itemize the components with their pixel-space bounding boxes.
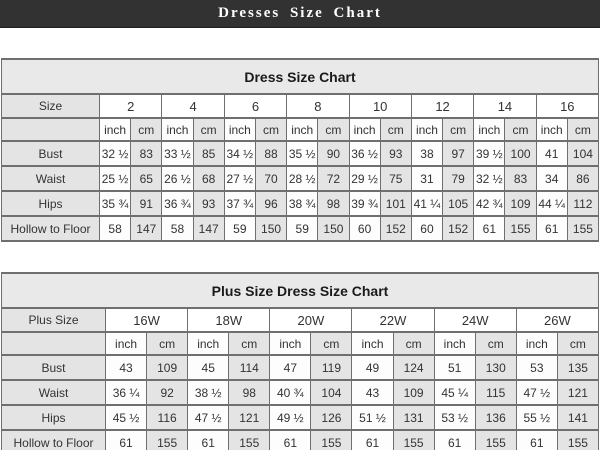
value-cell-inch: 44 ¼ bbox=[536, 191, 567, 216]
row-label: Hollow to Floor bbox=[2, 216, 100, 241]
value-cell-cm: 105 bbox=[443, 191, 474, 216]
value-cell-inch: 53 bbox=[516, 355, 557, 380]
value-cell-inch: 38 ¾ bbox=[287, 191, 318, 216]
plus-size-dress-size-chart-table bbox=[1, 272, 599, 450]
value-cell-inch: 55 ½ bbox=[516, 405, 557, 430]
value-cell-cm: 114 bbox=[229, 355, 270, 380]
value-cell-cm: 83 bbox=[505, 166, 536, 191]
unit-cell-inch: inch bbox=[162, 118, 193, 141]
value-cell-cm: 79 bbox=[443, 166, 474, 191]
unit-cell-inch: inch bbox=[100, 118, 131, 141]
value-cell-cm: 131 bbox=[393, 405, 434, 430]
row-label: Waist bbox=[2, 166, 100, 191]
size-cell: 24W bbox=[434, 308, 516, 332]
value-cell-inch: 61 bbox=[434, 430, 475, 450]
row-label: Bust bbox=[2, 355, 106, 380]
value-cell-inch: 38 bbox=[411, 141, 442, 166]
value-cell-cm: 88 bbox=[255, 141, 286, 166]
value-cell-inch: 47 ½ bbox=[188, 405, 229, 430]
value-cell-cm: 150 bbox=[318, 216, 349, 241]
value-cell-inch: 35 ¾ bbox=[100, 191, 131, 216]
table-row bbox=[2, 332, 599, 355]
value-cell-cm: 109 bbox=[393, 380, 434, 405]
table-row bbox=[2, 59, 599, 94]
value-cell-cm: 65 bbox=[131, 166, 162, 191]
value-cell-inch: 61 bbox=[536, 216, 567, 241]
value-cell-cm: 152 bbox=[380, 216, 411, 241]
unit-cell-cm: cm bbox=[393, 332, 434, 355]
row-label: Bust bbox=[2, 141, 100, 166]
value-cell-inch: 40 ¾ bbox=[270, 380, 311, 405]
value-cell-cm: 93 bbox=[380, 141, 411, 166]
value-cell-inch: 29 ½ bbox=[349, 166, 380, 191]
value-cell-inch: 39 ½ bbox=[474, 141, 505, 166]
value-cell-cm: 155 bbox=[311, 430, 352, 450]
value-cell-cm: 98 bbox=[229, 380, 270, 405]
table-row bbox=[2, 273, 599, 308]
value-cell-inch: 25 ½ bbox=[100, 166, 131, 191]
value-cell-inch: 58 bbox=[100, 216, 131, 241]
value-cell-cm: 147 bbox=[193, 216, 224, 241]
unit-cell-inch: inch bbox=[434, 332, 475, 355]
unit-cell-cm: cm bbox=[475, 332, 516, 355]
unit-cell-cm: cm bbox=[567, 118, 598, 141]
value-cell-cm: 147 bbox=[131, 216, 162, 241]
unit-cell-cm: cm bbox=[255, 118, 286, 141]
size-cell: 4 bbox=[162, 94, 224, 118]
size-cell: 16 bbox=[536, 94, 598, 118]
value-cell-inch: 61 bbox=[474, 216, 505, 241]
value-cell-cm: 101 bbox=[380, 191, 411, 216]
unit-cell-inch: inch bbox=[188, 332, 229, 355]
table-row bbox=[2, 191, 599, 216]
value-cell-cm: 116 bbox=[147, 405, 188, 430]
size-cell: 12 bbox=[411, 94, 473, 118]
value-cell-inch: 35 ½ bbox=[287, 141, 318, 166]
table-row bbox=[2, 118, 599, 141]
value-cell-inch: 47 ½ bbox=[516, 380, 557, 405]
value-cell-inch: 36 ¼ bbox=[106, 380, 147, 405]
unit-row-label bbox=[2, 332, 106, 355]
value-cell-cm: 104 bbox=[311, 380, 352, 405]
table-row bbox=[2, 308, 599, 332]
value-cell-inch: 53 ½ bbox=[434, 405, 475, 430]
value-cell-cm: 119 bbox=[311, 355, 352, 380]
value-cell-inch: 42 ¾ bbox=[474, 191, 505, 216]
size-row-label: Plus Size bbox=[2, 308, 106, 332]
unit-cell-cm: cm bbox=[229, 332, 270, 355]
value-cell-inch: 58 bbox=[162, 216, 193, 241]
unit-cell-inch: inch bbox=[106, 332, 147, 355]
value-cell-inch: 61 bbox=[188, 430, 229, 450]
unit-cell-inch: inch bbox=[349, 118, 380, 141]
value-cell-inch: 45 bbox=[188, 355, 229, 380]
value-cell-cm: 100 bbox=[505, 141, 536, 166]
unit-cell-cm: cm bbox=[131, 118, 162, 141]
unit-cell-cm: cm bbox=[311, 332, 352, 355]
unit-cell-inch: inch bbox=[287, 118, 318, 141]
table-title: Plus Size Dress Size Chart bbox=[2, 273, 599, 308]
value-cell-cm: 91 bbox=[131, 191, 162, 216]
value-cell-cm: 70 bbox=[255, 166, 286, 191]
value-cell-cm: 155 bbox=[393, 430, 434, 450]
size-cell: 2 bbox=[100, 94, 162, 118]
unit-cell-inch: inch bbox=[224, 118, 255, 141]
page-header-bar bbox=[0, 0, 600, 28]
value-cell-inch: 51 ½ bbox=[352, 405, 393, 430]
value-cell-inch: 61 bbox=[270, 430, 311, 450]
value-cell-cm: 93 bbox=[193, 191, 224, 216]
value-cell-cm: 72 bbox=[318, 166, 349, 191]
value-cell-cm: 141 bbox=[557, 405, 598, 430]
value-cell-cm: 150 bbox=[255, 216, 286, 241]
unit-cell-inch: inch bbox=[411, 118, 442, 141]
value-cell-cm: 152 bbox=[443, 216, 474, 241]
value-cell-cm: 75 bbox=[380, 166, 411, 191]
value-cell-cm: 135 bbox=[557, 355, 598, 380]
value-cell-inch: 34 bbox=[536, 166, 567, 191]
value-cell-cm: 115 bbox=[475, 380, 516, 405]
value-cell-cm: 109 bbox=[505, 191, 536, 216]
value-cell-inch: 59 bbox=[224, 216, 255, 241]
value-cell-inch: 32 ½ bbox=[100, 141, 131, 166]
value-cell-cm: 104 bbox=[567, 141, 598, 166]
row-label: Hollow to Floor bbox=[2, 430, 106, 450]
value-cell-inch: 47 bbox=[270, 355, 311, 380]
value-cell-cm: 155 bbox=[229, 430, 270, 450]
page-title: Dresses Size Chart bbox=[218, 5, 382, 21]
unit-cell-cm: cm bbox=[147, 332, 188, 355]
unit-cell-inch: inch bbox=[270, 332, 311, 355]
value-cell-cm: 92 bbox=[147, 380, 188, 405]
value-cell-inch: 51 bbox=[434, 355, 475, 380]
table-row bbox=[2, 380, 599, 405]
value-cell-cm: 155 bbox=[505, 216, 536, 241]
value-cell-inch: 26 ½ bbox=[162, 166, 193, 191]
value-cell-inch: 41 ¼ bbox=[411, 191, 442, 216]
value-cell-inch: 45 ½ bbox=[106, 405, 147, 430]
size-cell: 6 bbox=[224, 94, 286, 118]
value-cell-inch: 61 bbox=[516, 430, 557, 450]
value-cell-inch: 45 ¼ bbox=[434, 380, 475, 405]
unit-cell-cm: cm bbox=[443, 118, 474, 141]
value-cell-inch: 49 ½ bbox=[270, 405, 311, 430]
unit-cell-inch: inch bbox=[536, 118, 567, 141]
value-cell-inch: 60 bbox=[349, 216, 380, 241]
unit-cell-cm: cm bbox=[318, 118, 349, 141]
size-row-label: Size bbox=[2, 94, 100, 118]
value-cell-cm: 68 bbox=[193, 166, 224, 191]
value-cell-cm: 109 bbox=[147, 355, 188, 380]
table-row bbox=[2, 94, 599, 118]
value-cell-inch: 28 ½ bbox=[287, 166, 318, 191]
value-cell-inch: 31 bbox=[411, 166, 442, 191]
size-cell: 20W bbox=[270, 308, 352, 332]
value-cell-cm: 90 bbox=[318, 141, 349, 166]
table-row bbox=[2, 405, 599, 430]
size-cell: 10 bbox=[349, 94, 411, 118]
value-cell-cm: 96 bbox=[255, 191, 286, 216]
value-cell-cm: 155 bbox=[567, 216, 598, 241]
value-cell-cm: 121 bbox=[557, 380, 598, 405]
value-cell-inch: 32 ½ bbox=[474, 166, 505, 191]
row-label: Hips bbox=[2, 405, 106, 430]
value-cell-cm: 112 bbox=[567, 191, 598, 216]
unit-cell-cm: cm bbox=[380, 118, 411, 141]
value-cell-cm: 124 bbox=[393, 355, 434, 380]
value-cell-cm: 130 bbox=[475, 355, 516, 380]
value-cell-inch: 41 bbox=[536, 141, 567, 166]
value-cell-cm: 136 bbox=[475, 405, 516, 430]
row-label: Waist bbox=[2, 380, 106, 405]
unit-cell-inch: inch bbox=[352, 332, 393, 355]
value-cell-inch: 33 ½ bbox=[162, 141, 193, 166]
value-cell-cm: 155 bbox=[475, 430, 516, 450]
size-cell: 14 bbox=[474, 94, 536, 118]
value-cell-cm: 98 bbox=[318, 191, 349, 216]
value-cell-cm: 126 bbox=[311, 405, 352, 430]
dress-size-chart-table bbox=[1, 58, 599, 242]
value-cell-inch: 34 ½ bbox=[224, 141, 255, 166]
value-cell-inch: 61 bbox=[352, 430, 393, 450]
value-cell-inch: 60 bbox=[411, 216, 442, 241]
unit-cell-inch: inch bbox=[474, 118, 505, 141]
unit-cell-cm: cm bbox=[557, 332, 598, 355]
table-row bbox=[2, 430, 599, 450]
value-cell-inch: 37 ¾ bbox=[224, 191, 255, 216]
size-cell: 16W bbox=[106, 308, 188, 332]
value-cell-cm: 97 bbox=[443, 141, 474, 166]
value-cell-cm: 85 bbox=[193, 141, 224, 166]
unit-cell-cm: cm bbox=[505, 118, 536, 141]
table-row bbox=[2, 216, 599, 241]
value-cell-cm: 83 bbox=[131, 141, 162, 166]
table-row bbox=[2, 355, 599, 380]
row-label: Hips bbox=[2, 191, 100, 216]
value-cell-inch: 59 bbox=[287, 216, 318, 241]
value-cell-inch: 27 ½ bbox=[224, 166, 255, 191]
table-row bbox=[2, 141, 599, 166]
value-cell-inch: 43 bbox=[106, 355, 147, 380]
value-cell-cm: 86 bbox=[567, 166, 598, 191]
value-cell-inch: 36 ¾ bbox=[162, 191, 193, 216]
value-cell-inch: 39 ¾ bbox=[349, 191, 380, 216]
size-cell: 22W bbox=[352, 308, 434, 332]
value-cell-inch: 36 ½ bbox=[349, 141, 380, 166]
table-row bbox=[2, 166, 599, 191]
value-cell-inch: 49 bbox=[352, 355, 393, 380]
unit-row-label bbox=[2, 118, 100, 141]
value-cell-cm: 155 bbox=[557, 430, 598, 450]
unit-cell-inch: inch bbox=[516, 332, 557, 355]
value-cell-inch: 43 bbox=[352, 380, 393, 405]
unit-cell-cm: cm bbox=[193, 118, 224, 141]
value-cell-inch: 61 bbox=[106, 430, 147, 450]
size-cell: 18W bbox=[188, 308, 270, 332]
value-cell-cm: 155 bbox=[147, 430, 188, 450]
value-cell-cm: 121 bbox=[229, 405, 270, 430]
size-cell: 8 bbox=[287, 94, 349, 118]
table-title: Dress Size Chart bbox=[2, 59, 599, 94]
size-cell: 26W bbox=[516, 308, 598, 332]
value-cell-inch: 38 ½ bbox=[188, 380, 229, 405]
